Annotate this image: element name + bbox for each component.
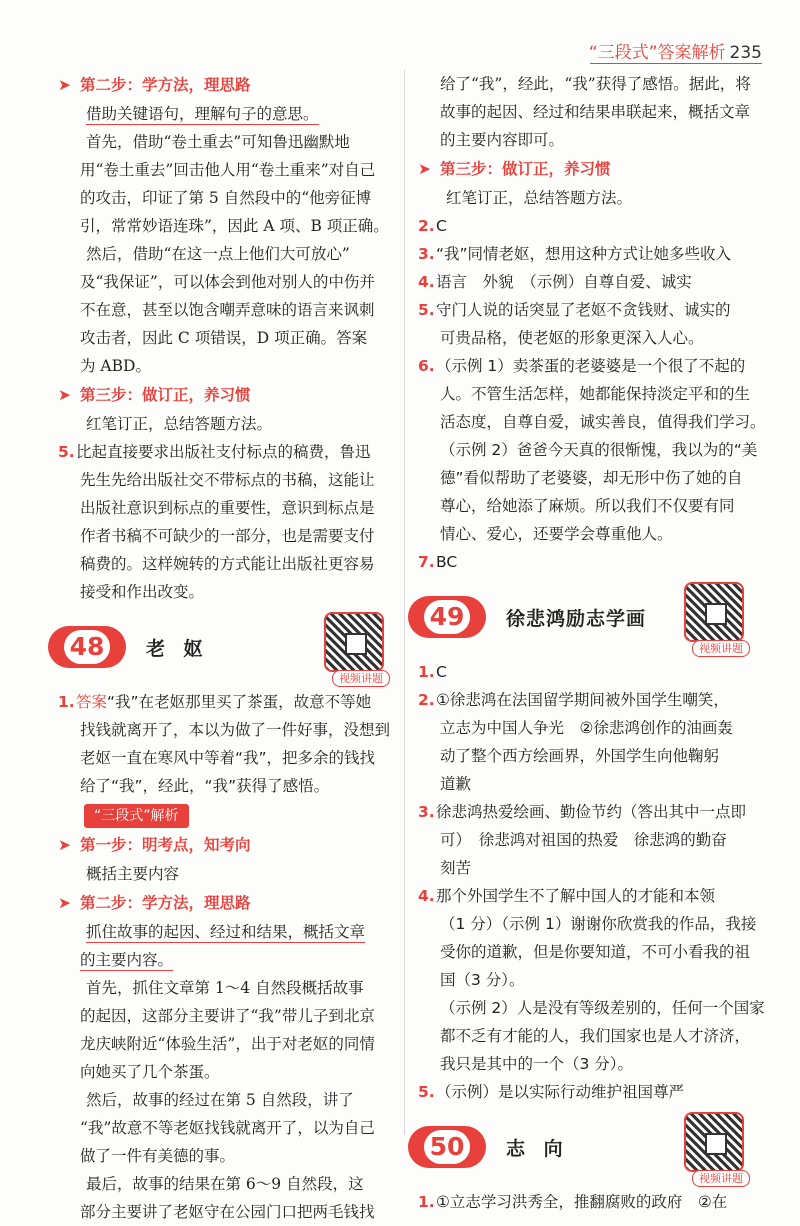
answer-line: 动了整个西方绘画界，外国学生向他鞠躬: [440, 747, 720, 765]
answer-number: 6.: [418, 357, 435, 375]
paragraph-line: 然后，借助“在这一点上他们大可放心”: [86, 245, 350, 263]
paragraph-line: 龙庆峡附近“体验生活”，出于对老妪的同情: [80, 1035, 375, 1053]
answer-line: 活态度，自尊自爱，诚实善良，值得我们学习。: [440, 413, 766, 431]
step-tip: 借助关键语句，理解句子的意思。: [86, 105, 319, 123]
lesson-title: 徐悲鸿励志学画: [506, 608, 647, 630]
answer-line: 我只是其中的一个（3 分）。: [440, 1055, 634, 1073]
answer-item: 2.C: [418, 212, 754, 240]
answer-line: 出版社意识到标点的重要性，意识到标点是: [80, 499, 375, 517]
answer-line: 可） 徐悲鸿对祖国的热爱 徐悲鸿的勤奋: [440, 831, 727, 849]
answer-item: 4.那个外国学生不了解中国人的才能和本领: [418, 882, 754, 910]
paragraph-line: 向她买了几个茶蛋。: [80, 1063, 220, 1081]
lesson-header-48: [58, 614, 394, 684]
answer-line: 作者书稿不可缺少的一部分，也是需要支付: [80, 527, 375, 545]
answer-line: 国（3 分）。: [440, 971, 525, 989]
answer-line: 立志为中国人争光 ②徐悲鸿创作的油画轰: [440, 719, 733, 737]
answer-item: 1.答案“我”在老妪那里买了茶蛋，故意不等她: [58, 693, 372, 711]
qr-code-icon[interactable]: [684, 1112, 744, 1172]
answer-list: [418, 212, 766, 576]
left-column: [58, 70, 394, 1226]
paragraph-line: 的主要内容即可。: [440, 131, 565, 149]
answer-item: 5.守门人说的话突显了老妪不贪钱财、诚实的: [418, 296, 754, 324]
paragraph-line: 的攻击，印证了第 5 自然段中的“他旁征博: [80, 189, 372, 207]
step-text: 概括主要内容: [86, 865, 180, 883]
arrow-icon: ➤: [418, 160, 431, 178]
paragraph-line: 然后，故事的经过在第 5 自然段，讲了: [86, 1091, 354, 1109]
arrow-icon: ➤: [58, 76, 71, 94]
header-brand: “三段式”: [588, 43, 658, 63]
page-header: [589, 38, 762, 63]
answer-item: 3.徐悲鸿热爱绘画、勤俭节约（答出其中一点即: [418, 798, 754, 826]
answer-line: 老妪一直在寒风中等着“我”，把多余的钱找: [80, 749, 376, 767]
paragraph-line: 首先，借助“卷土重去”可知鲁迅幽默地: [86, 133, 350, 151]
answer-line: 找钱就离开了，本以为做了一件好事，没想到: [80, 721, 391, 739]
page-number: 235: [729, 43, 762, 63]
answer-line: 德”看似帮助了老婆婆，却无形中伤了她的自: [440, 469, 743, 487]
paragraph-line: 引，常常妙语连珠”，因此 A 项、B 项正确。: [80, 217, 389, 235]
answer-number: 2.: [418, 217, 435, 235]
answer-line: （示例 2）爸爸今天真的很惭愧，我以为的“美: [440, 441, 758, 459]
answer-number: 3.: [418, 803, 435, 821]
paragraph-line: 的起因，这部分主要讲了“我”带儿子到北京: [80, 1007, 375, 1025]
lesson-header-50: [418, 1114, 754, 1184]
paragraph-line: 攻击者，因此 C 项错误，D 项正确。答案: [80, 329, 368, 347]
answer-list: [418, 658, 765, 1106]
paragraph-line: 及“我保证”，可以体会到他对别人的中伤并: [80, 273, 375, 291]
answer-line: 尊心，给她添了麻烦。所以我们不仅要有同: [440, 497, 735, 515]
analysis-badge: “三段式”解析: [84, 804, 189, 828]
paragraph-line: 故事的起因、经过和结果串联起来，概括文章: [440, 103, 751, 121]
paragraph-line: 最后，故事的结果在第 6～9 自然段，这: [86, 1175, 364, 1193]
video-label[interactable]: 视频讲题: [332, 670, 390, 687]
answer-line: 先生先给出版社交不带标点的书稿，这能让: [80, 471, 375, 489]
answer-number: 5.: [418, 1083, 435, 1101]
answer-line: （1 分）（示例 1）谢谢你欣赏我的作品，我接: [440, 915, 757, 933]
answer-item: 1.C: [418, 658, 754, 686]
answer-line: 人。不管生活怎样，她都能保持淡定平和的生: [440, 385, 751, 403]
lesson-title: 老 妪: [146, 638, 209, 660]
step-heading: ➤ 第三步：做订正，养习惯: [58, 380, 394, 410]
answer-number: 4.: [418, 887, 435, 905]
column-divider: [404, 70, 405, 1135]
lesson-header-49: [418, 584, 754, 654]
step-heading: ➤ 第二步：学方法，理思路: [58, 888, 394, 918]
answer-line: 接受和作出改变。: [80, 583, 205, 601]
answer-number: 3.: [418, 245, 435, 263]
answer-number: 1.: [418, 663, 435, 681]
answer-line: 情心、爱心，还要学会尊重他人。: [440, 525, 673, 543]
arrow-icon: ➤: [58, 386, 71, 404]
paragraph-line: 给了“我”，经此，“我”获得了感悟。据此，将: [440, 75, 751, 93]
lesson-title: 志 向: [506, 1138, 569, 1160]
arrow-icon: ➤: [58, 894, 71, 912]
answer-line: 可贵品格，使老妪的形象更深入人心。: [440, 329, 704, 347]
video-label[interactable]: 视频讲题: [692, 640, 750, 657]
paragraph-line: 做了一件有美德的事。: [80, 1147, 236, 1165]
header-rule: [590, 63, 762, 64]
answer-item: 7.BC: [418, 548, 754, 576]
answer-line: 刻苦: [440, 859, 472, 877]
lesson-number-badge: 48: [48, 626, 126, 668]
paragraph-line: 不在意，甚至以饱含嘲弄意味的语言来讽刺: [80, 301, 375, 319]
paragraph-line: 首先，抓住文章第 1～4 自然段概括故事: [86, 979, 364, 997]
qr-code-icon[interactable]: [324, 612, 384, 672]
answer-item: 4.语言 外貌 （示例）自尊自爱、诚实: [418, 268, 754, 296]
video-label[interactable]: 视频讲题: [692, 1170, 750, 1187]
answer-line: 给了“我”，经此，“我”获得了感悟。: [80, 777, 330, 795]
lesson-number-badge: 49: [408, 596, 486, 638]
step-tip: 的主要内容。: [80, 951, 174, 969]
answer-item: 2.①徐悲鸿在法国留学期间被外国学生嘲笑，: [418, 686, 754, 714]
answer-item: 5.（示例）是以实际行动维护祖国尊严: [418, 1078, 754, 1106]
answer-number: 5.: [418, 301, 435, 319]
answer-line: （示例 2）人是没有等级差别的，任何一个国家: [440, 999, 765, 1017]
answer-item: 3.“我”同情老妪，想用这种方式让她多些收入: [418, 240, 754, 268]
answer-line: 受你的道歉，但是你要知道，不可小看我的祖: [440, 943, 751, 961]
answer-line: 都不乏有才能的人，我们国家也是人才济济，: [440, 1027, 751, 1045]
answer-number: 4.: [418, 273, 435, 291]
answer-number: 2.: [418, 691, 435, 709]
answer-line: 稿费的。这样婉转的方式能让出版社更容易: [80, 555, 375, 573]
answer-line: 道歉: [440, 775, 472, 793]
answer-item: 5.比起直接要求出版社支付标点的稿费，鲁迅: [58, 443, 371, 461]
step-text: 红笔订正，总结答题方法。: [446, 189, 633, 207]
answer-number: 1.: [418, 1193, 435, 1211]
step-heading: ➤ 第一步：明考点，知考向: [58, 830, 394, 860]
paragraph-line: 部分主要讲了老妪守在公园门口把两毛钱找: [80, 1203, 375, 1221]
step-heading: ➤ 第二步：学方法，理思路: [58, 70, 394, 100]
right-column: [418, 70, 766, 1216]
step-tip: 抓住故事的起因、经过和结果，概括文章: [86, 923, 366, 941]
lesson-number-badge: 50: [408, 1126, 486, 1168]
paragraph-line: 用“卷土重去”回击他人用“卷土重来”对自己: [80, 161, 376, 179]
step-text: 红笔订正，总结答题方法。: [86, 415, 273, 433]
header-section: 答案解析: [657, 43, 726, 63]
qr-code-icon[interactable]: [684, 582, 744, 642]
arrow-icon: ➤: [58, 836, 71, 854]
paragraph-line: “我”故意不等老妪找钱就离开了，以为自己: [80, 1119, 375, 1137]
paragraph-line: 为 ABD。: [80, 357, 151, 375]
answer-number: 7.: [418, 553, 435, 571]
step-heading: ➤ 第三步：做订正，养习惯: [418, 154, 754, 184]
answer-item: 6.（示例 1）卖茶蛋的老婆婆是一个很了不起的: [418, 352, 754, 380]
answer-item: 1.①立志学习洪秀全，推翻腐败的政府 ②在: [418, 1188, 754, 1216]
answer-list: [418, 1188, 754, 1216]
